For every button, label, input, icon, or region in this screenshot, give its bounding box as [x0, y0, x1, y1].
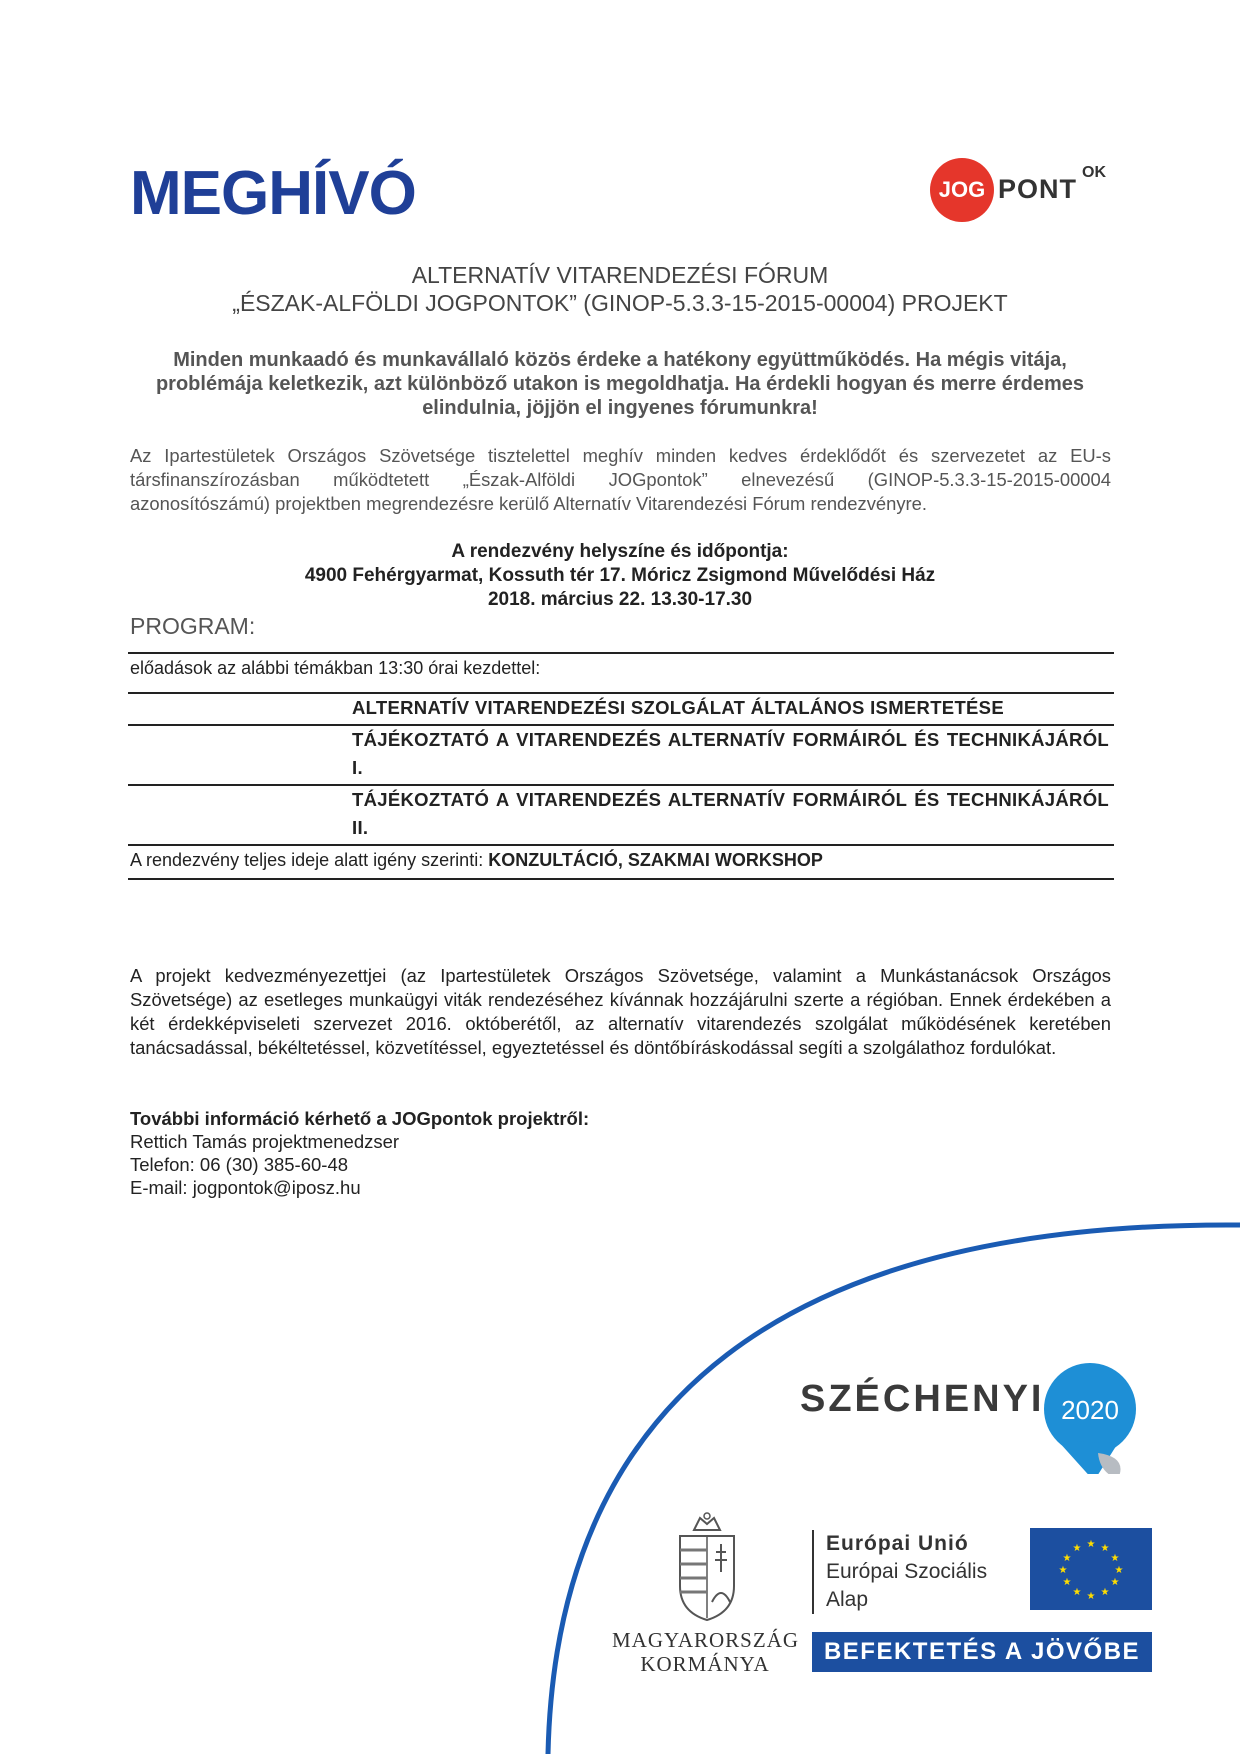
program-footer-prefix: A rendezvény teljes ideje alatt igény szerinti:	[130, 850, 489, 870]
svg-text:★: ★	[1072, 1587, 1082, 1598]
government-line2: KORMÁNYA	[640, 1652, 770, 1676]
svg-text:★: ★	[1062, 1553, 1072, 1564]
venue-address: 4900 Fehérgyarmat, Kossuth tér 17. Móricz Zsigmond Művelődési Ház	[304, 565, 936, 586]
venue-heading: A rendezvény helyszíne és időpontja:	[451, 541, 789, 562]
jogpontok-logo	[930, 156, 1120, 226]
svg-text:★: ★	[1100, 1543, 1110, 1554]
program-intro: előadások az alábbi témákban 13:30 órai kezdettel:	[130, 658, 541, 678]
divider	[128, 844, 1114, 846]
svg-text:★: ★	[1086, 1539, 1096, 1550]
svg-text:★: ★	[1086, 1591, 1096, 1602]
logo-jog-text: JOG	[930, 158, 994, 222]
program-heading: PROGRAM:	[130, 613, 256, 639]
subtitle-line2: „ÉSZAK-ALFÖLDI JOGPONTOK” (GINOP-5.3.3-15-2015-00004) PROJEKT	[232, 290, 1008, 316]
program-item-2: TÁJÉKOZTATÓ A VITARENDEZÉS ALTERNATÍV FORMÁIRÓL ÉS TECHNIKÁJÁRÓL I.	[352, 729, 1109, 778]
program-item-1: ALTERNATÍV VITARENDEZÉSI SZOLGÁLAT ÁLTALÁNOS ISMERTETÉSE	[352, 697, 1004, 718]
svg-text:★: ★	[1110, 1577, 1120, 1588]
program-footer-bold: KONZULTÁCIÓ, SZAKMAI WORKSHOP	[488, 850, 823, 870]
contact-email: E-mail: jogpontok@iposz.hu	[130, 1177, 361, 1198]
program-footer	[130, 850, 823, 871]
svg-text:★: ★	[1058, 1565, 1068, 1576]
contact-name: Rettich Tamás projektmenedzser	[130, 1131, 400, 1152]
eu-line3: Alap	[826, 1588, 869, 1611]
government-line1: MAGYARORSZÁG	[612, 1628, 800, 1652]
program-item-3: TÁJÉKOZTATÓ A VITARENDEZÉS ALTERNATÍV FORMÁIRÓL ÉS TECHNIKÁJÁRÓL II.	[352, 789, 1109, 838]
page-title: MEGHÍVÓ	[130, 159, 416, 228]
logo-ok-text: OK	[1082, 164, 1106, 181]
svg-text:★: ★	[1100, 1587, 1110, 1598]
year-text: 2020	[1061, 1395, 1119, 1425]
eu-line2: Európai Szociális	[826, 1560, 988, 1583]
contact-phone: Telefon: 06 (30) 385-60-48	[130, 1154, 349, 1175]
divider	[128, 652, 1114, 654]
venue-datetime: 2018. március 22. 13.30-17.30	[487, 589, 753, 610]
svg-text:★: ★	[1062, 1577, 1072, 1588]
eu-line1: Európai Unió	[826, 1532, 969, 1555]
szechenyi-text: SZÉCHENYI	[800, 1378, 1045, 1420]
intro-paragraph: Az Ipartestületek Országos Szövetsége tisztelettel meghív minden kedves érdeklődőt és szervezetet az EU-s társfinanszírozásban működtetett „Észak-Alföldi JOGpontok” elnevezésű (GINOP-5.3.3-15-2015-00004 azonosítószámú) projektben megrendezésre kerülő Alternatív Vitarendezési Fórum rendezvényre.	[130, 445, 1111, 514]
subtitle-line1: ALTERNATÍV VITARENDEZÉSI FÓRUM	[411, 262, 829, 288]
lead-line2: problémája keletkezik, azt különböző utakon is megoldhatja. Ha érdekli hogyan és merre érdemes	[155, 373, 1085, 395]
eu-flag-icon	[1030, 1528, 1152, 1610]
coat-of-arms-icon	[672, 1512, 742, 1624]
svg-text:★: ★	[1110, 1553, 1120, 1564]
investing-in-future-banner: BEFEKTETÉS A JÖVŐBE	[812, 1632, 1152, 1672]
svg-text:★: ★	[1114, 1565, 1124, 1576]
eu-label	[812, 1530, 987, 1614]
lead-line3: elindulnia, jöjjön el ingyenes fórumunkra!	[422, 397, 818, 419]
lead-line1: Minden munkaadó és munkavállaló közös érdeke a hatékony együttműködés. Ha mégis vitája,	[173, 349, 1067, 371]
government-label	[612, 1628, 798, 1676]
contact-heading: További információ kérhető a JOGpontok projektről:	[130, 1108, 590, 1129]
divider	[128, 878, 1114, 880]
logo-pont-text: PONT	[998, 174, 1078, 204]
svg-text:★: ★	[1072, 1543, 1082, 1554]
map-pin-icon	[1038, 1352, 1142, 1474]
project-paragraph: A projekt kedvezményezettjei (az Ipartestületek Országos Szövetsége, valamint a Munkástanácsok Országos Szövetsége) az esetleges munkaügyi viták rendezéséhez kívánnak hozzájárulni szerte a régióban. Ennek érdekében a két érdekképviseleti szervezet 2016. októberétől, az alternatív vitarendezés szolgálat működésének keretében tanácsadással, békéltetéssel, közvetítéssel, egyeztetéssel és döntőbíráskodással segíti a szolgálathoz fordulókat.	[130, 965, 1111, 1058]
